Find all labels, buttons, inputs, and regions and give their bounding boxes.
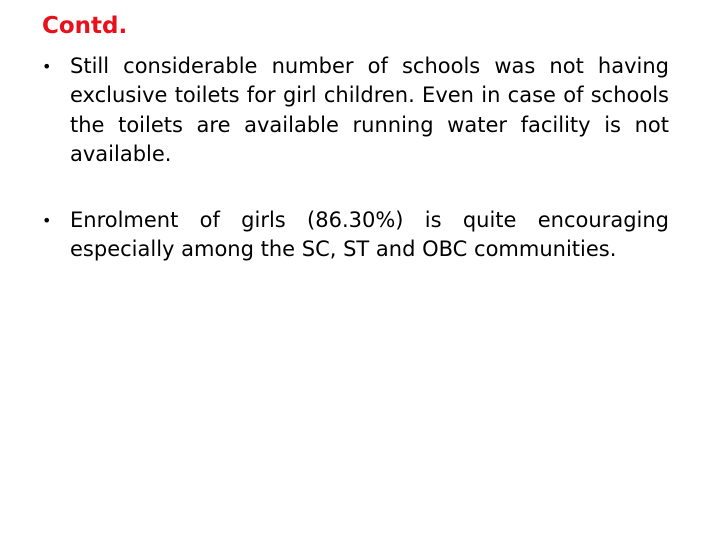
bullet-text-enrolment: Enrolment of girls (86.30%) is quite encouraging especially among the SC, ST and OBC communities. <box>70 208 669 262</box>
bullet-icon: • <box>42 57 52 76</box>
slide-title: Contd. <box>42 13 128 39</box>
bullet-icon: • <box>42 211 52 231</box>
bullet-item-enrolment <box>42 206 669 265</box>
bullet-list <box>42 52 669 265</box>
bullet-text-toilets: Still considerable number of schools was not having exclusive toilets for girl children. Even in case of schools the toilets are available running water facility is not available. <box>70 54 669 166</box>
bullet-item-toilets <box>42 52 669 169</box>
